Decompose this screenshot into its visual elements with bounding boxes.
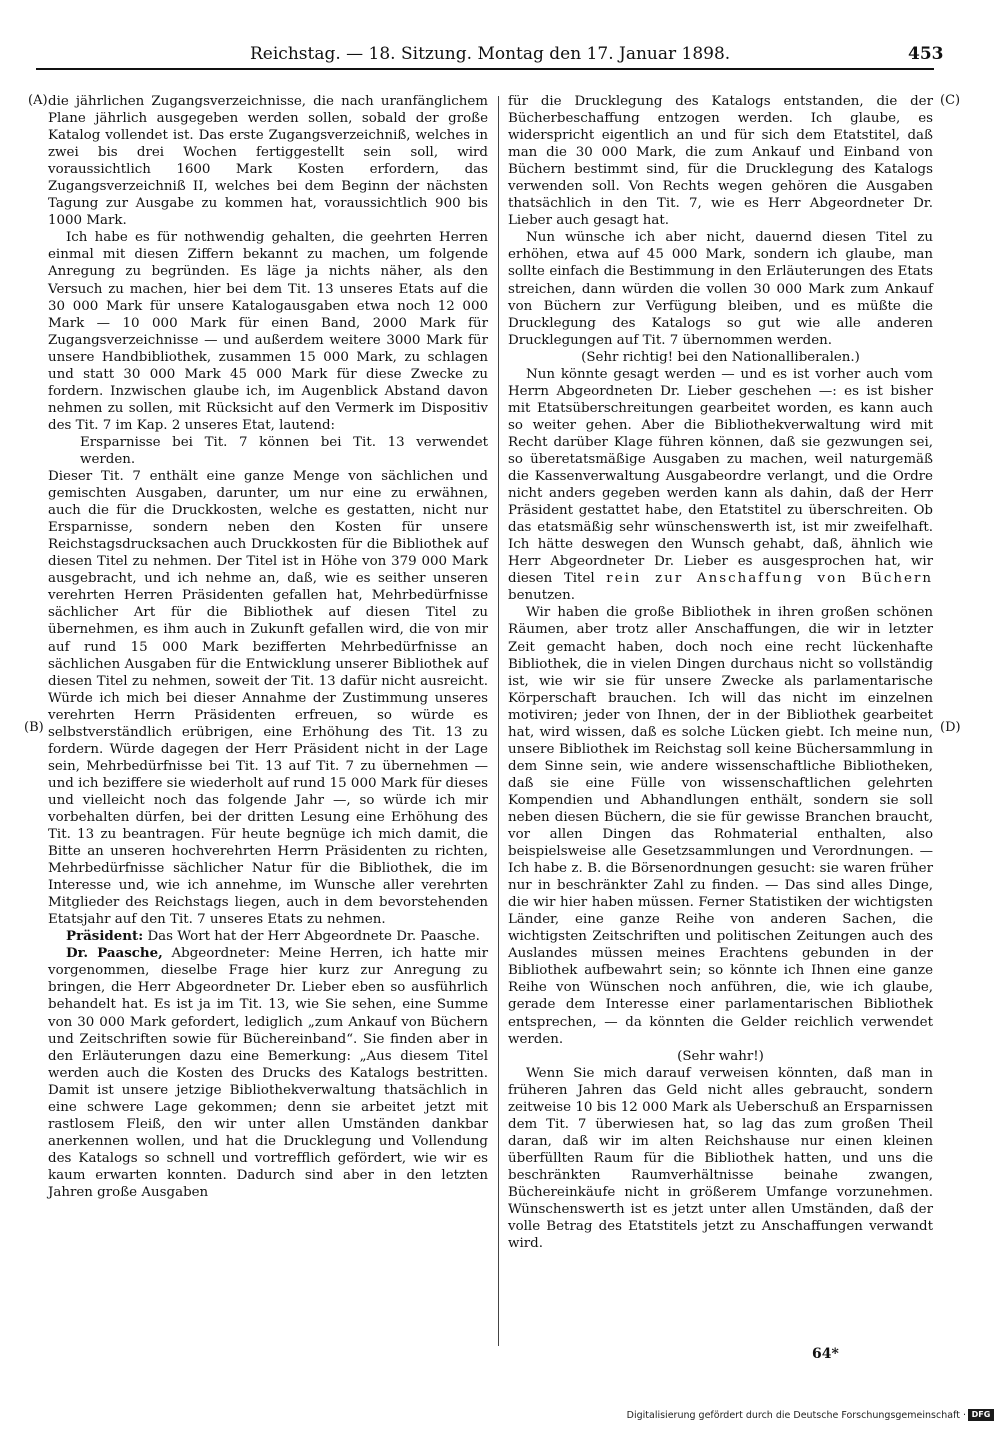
paragraph: für die Drucklegung des Katalogs entstanden, die der Bücherbeschaffung entzogen werden. Ich glaube, es widerspricht eigentlich an und für sich dem Etatstitel, daß man die 30 000 Mark, die zum Ankauf und Einband von Büchern bestimmt sind, für die Drucklegung des Katalogs verwenden soll. Von Rechts wegen gehören die Ausgaben thatsächlich in den Tit. 7, wie es Herr Abgeordneter Dr. Lieber auch gesagt hat.: [508, 94, 933, 229]
paragraph: [508, 366, 933, 605]
margin-mark-a: (A): [28, 93, 48, 108]
speech-paasche: [48, 945, 488, 1201]
dfg-logo: DFG: [968, 1409, 994, 1421]
speaker-name: Präsident:: [66, 928, 144, 945]
running-header: [0, 44, 1000, 70]
speech-text: Abgeordneter: Meine Herren, ich hatte mir vorgenommen, dieselbe Frage hier kurz zur Anregung zu bringen, die Herr Abgeordneter Dr. Lieber eben so ausführlich behandelt hat. Es ist ja im Tit. 13, wie Sie sehen, eine Summe von 30 000 Mark gefordert, lediglich „zum Ankauf von Büchern und Zeitschriften sowie für Büchereinband“. Sie finden aber in den Erläuterungen dazu eine Bemerkung: „Aus diesem Titel werden auch die Kosten des Drucks des Katalogs bestritten. Damit ist unsere jetzige Bibliothekverwaltung thatsächlich in eine schwere Lage gekommen; denn sie arbeitet jetzt mit rastlosem Fleiß, den wir unter allen Umständen dankbar anerkennen wollen, und hat die Drucklegung und Vollendung des Katalogs so schnell und vortrefflich gefördert, wie wir es kaum erwarten konnten. Dadurch sind aber in den letzten Jahren große Ausgaben: [48, 946, 488, 1200]
speech-text: Das Wort hat der Herr Abgeordnete Dr. Paasche.: [143, 929, 480, 945]
paragraph: Nun wünsche ich aber nicht, dauernd diesen Titel zu erhöhen, etwa auf 45 000 Mark, sondern ich glaube, man sollte einfach die Bestimmung in den Erläuterungen des Etats streichen, dann würden die vollen 30 000 Mark zum Ankauf von Büchern zur Verfügung bleiben, und es müßte die Drucklegung des Katalogs so gut wie alle anderen Drucklegungen auf Tit. 7 übernommen werden.: [508, 230, 933, 348]
speech-president: [48, 928, 488, 945]
header-rule: [36, 68, 934, 70]
paragraph-text: benutzen.: [508, 588, 575, 604]
quoted-provision: Ersparnisse bei Tit. 7 können bei Tit. 13 verwendet werden.: [80, 434, 488, 467]
paragraph: Wir haben die große Bibliothek in ihren großen schönen Räumen, aber trotz aller Anschaffungen, die wir in letzter Zeit gemacht haben, doch noch eine recht lückenhafte Bibliothek, die in vielen Dingen durchaus nicht so vollständig ist, wie wir sie für unsere Zwecke als parlamentarische Körperschaft brauchen. Ich will das nicht im einzelnen motiviren; jeder von Ihnen, der in der Bibliothek gearbeitet hat, wird wissen, daß es solche Lücken giebt. Ich meine nun, unsere Bibliothek im Reichstag soll keine Büchersammlung in dem Sinne sein, wie andere wissenschaftliche Bibliotheken, daß sie eine Fülle von wissenschaftlichen gelehrten Kompendien und Abhandlungen enthält, sondern sie soll neben diesen Büchern, die sie für gewisse Branchen braucht, vor allen Dingen das Rohmaterial enthalten, also beispielsweise alle Gesetzsammlungen und Verordnungen. — Ich habe z. B. die Börsenordnungen gesucht: sie waren früher nur in beschränkter Zahl zu finden. — Das sind alles Dinge, die wir hier haben müssen. Ferner Statistiken der wichtigsten Länder, eine ganze Reihe von anderen Sachen, die wichtigsten Zeitschriften und politischen Zeitungen auch des Auslandes müssen meines Erachtens gebunden in der Bibliothek aufbewahrt sein; so könnte ich Ihnen eine ganze Reihe von Wünschen noch anführen, die, wie ich glaube, gerade dem Interesse einer parlamentarischen Bibliothek entsprechen, — da könnten die Gelder reichlich verwendet werden.: [508, 605, 933, 1047]
interjection: (Sehr richtig! bei den Nationalliberalen.): [581, 349, 860, 365]
speaker-name: Dr. Paasche,: [66, 945, 163, 962]
paragraph: Ich habe es für nothwendig gehalten, die geehrten Herren einmal mit diesen Ziffern bekannt zu machen, um folgende Anregung zu begründen. Es läge ja nichts näher, als den Versuch zu machen, hier bei dem Tit. 13 unseres Etats auf die 30 000 Mark für unsere Katalogausgaben etwa noch 12 000 Mark — 10 000 Mark für einen Band, 2000 Mark für Zugangsverzeichnisse — und außerdem weitere 3000 Mark für unsere Handbibliothek, zusammen 15 000 Mark, zu schlagen und statt 30 000 Mark 45 000 Mark für diese Zwecke zu fordern. Inzwischen glaube ich, im Augenblick Abstand davon nehmen zu sollen, mit Rücksicht auf den Vermerk im Dispositiv des Tit. 7 im Kap. 2 unseres Etat, lautend:: [48, 230, 488, 433]
paragraph: Wenn Sie mich darauf verweisen könnten, daß man in früheren Jahren das Geld nicht alles gebraucht, sondern zeitweise 10 bis 12 000 Mark als Ueberschuß an Ersparnissen dem Tit. 7 überwiesen hat, so lag das zum großen Theil daran, daß wir im alten Reichshause nur einen kleinen überfüllten Raum für die Bibliothek hatten, und uns die beschränkten Raumverhältnisse beinahe zwangen, Büchereinkäufe nicht in größerem Umfange vorzunehmen. Wünschenswerth ist es jetzt unter allen Umständen, daß der volle Betrag des Etatstitels jetzt zu Anschaffungen verwandt wird.: [508, 1065, 933, 1252]
left-column: [48, 93, 488, 1201]
margin-mark-c: (C): [940, 93, 961, 108]
paragraph-text: Nun könnte gesagt werden — und es ist vorher auch vom Herrn Abgeordneten Dr. Lieber geschehen —: es ist bisher mit Etatsüberschreitungen gearbeitet worden, es kann auch so weiter gehen. Aber die Bibliothekverwaltung wird mit Recht darüber Klage führen können, daß sie gezwungen sei, so überetatsmäßige Ausgaben zu machen, weil naturgemäß die Kassenverwaltung Ausgabeordre verlangt, und die Ordre nicht anders gegeben werden kann als dahin, daß der Herr Präsident gestattet habe, den Etatstitel zu überschreiten. Ob das etatsmäßig sehr wünschenswerth ist, ist mir zweifelhaft. Ich hätte deswegen den Wunsch gehabt, daß, ähnlich wie Herr Abgeordneter Dr. Lieber es ausgesprochen hat, wir diesen Titel: [508, 366, 933, 587]
margin-mark-d: (D): [940, 720, 961, 735]
page-number: 453: [908, 44, 944, 64]
paragraph: die jährlichen Zugangsverzeichnisse, die nach uranfänglichem Plane jährlich ausgegeben werden sollen, sobald der große Katalog vollendet ist. Das erste Zugangsverzeichniß, welches in zwei bis drei Wochen fertiggestellt sein soll, wird voraussichtlich 1600 Mark Kosten erfordern, das Zugangsverzeichniß II, welches bei dem Beginn der nächsten Tagung zur Ausgabe zu kommen hat, voraussichtlich 900 bis 1000 Mark.: [48, 94, 488, 229]
header-title: Reichstag. — 18. Sitzung. Montag den 17. Januar 1898.: [250, 44, 731, 64]
paragraph: Dieser Tit. 7 enthält eine ganze Menge von sächlichen und gemischten Ausgaben, darunter, um nur eine zu erwähnen, auch die für die Druckkosten, welche es gestatten, nicht nur Ersparnisse, sondern neben den Kosten für unsere Reichstagsdrucksachen auch Druckkosten für die Bibliothek auf diesen Titel zu nehmen. Der Titel ist in Höhe von 379 000 Mark ausgebracht, und ich nehme an, daß, wie es seither unseren verehrten Herren Präsidenten gefallen hat, Mehrbedürfnisse sächlicher Art für die Bibliothek auf diesen Titel zu übernehmen, es ihm auch in Zukunft gefallen wird, die von mir auf rund 15 000 Mark bezifferten Mehrbedürfnisse an sächlichen Ausgaben für die Entwicklung unserer Bibliothek auf diesen Titel zu nehmen, soweit der Tit. 13 dafür nicht ausreicht. Würde ich mich bei dieser Annahme der Zustimmung unseres verehrten Herrn Präsidenten erfreuen, so würde es selbstverständlich erübrigen, eine Erhöhung des Tit. 13 zu fordern. Würde dagegen der Herr Präsident nicht in der Lage sein, Mehrbedürfnisse bei Tit. 13 auf Tit. 7 zu übernehmen — und ich beziffere sie wiederholt auf rund 15 000 Mark für dieses und vielleicht noch das folgende Jahr —, so würde ich mir vorbehalten dürfen, bei der dritten Lesung eine Erhöhung des Tit. 13 zu beantragen. Für heute begnüge ich mich damit, die Bitte an unseren hochverehrten Herrn Präsidenten zu richten, Mehrbedürfnisse sächlicher Natur für die Bibliothek, die im Interesse und, wie ich annehme, im Wunsche aller verehrten Mitglieder des Reichstags liegen, auch in dem bevorstehenden Etatsjahr auf den Tit. 7 unseres Etats zu nehmen.: [48, 469, 488, 928]
sheet-signature: 64*: [812, 1346, 839, 1362]
right-column: [508, 93, 933, 1252]
margin-mark-b: (B): [24, 720, 44, 735]
emphasized-text: rein zur Anschaffung von Büchern: [606, 571, 933, 587]
column-divider: [498, 96, 499, 1346]
interjection: (Sehr wahr!): [677, 1048, 764, 1064]
digitization-credit: Digitalisierung gefördert durch die Deutsche Forschungsgemeinschaft ·: [626, 1410, 966, 1421]
